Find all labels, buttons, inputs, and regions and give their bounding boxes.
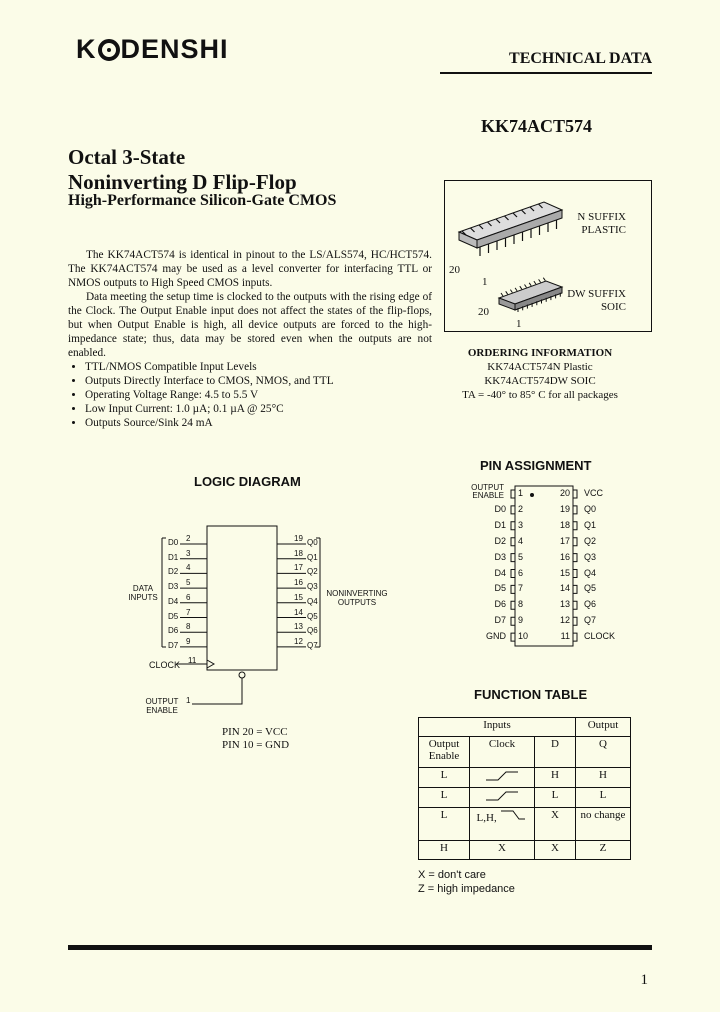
cell: H — [419, 841, 470, 860]
cell: L — [576, 788, 631, 808]
col-clock: Clock — [470, 737, 535, 768]
output-name: Q2 — [307, 567, 318, 577]
cell: no change — [576, 808, 631, 841]
left-pin-stub — [511, 490, 515, 498]
cell: L — [419, 788, 470, 808]
pin-number-left: 9 — [518, 615, 524, 626]
pin-number-left: 6 — [518, 567, 524, 578]
pin10-gnd: PIN 10 = GND — [222, 739, 290, 751]
function-table — [418, 717, 631, 860]
cell: X — [535, 808, 576, 841]
col-output-enable: Output Enable — [419, 737, 470, 768]
input-pin: 2 — [186, 534, 191, 543]
input-name: D5 — [168, 611, 179, 621]
output-name: Q1 — [307, 552, 318, 562]
power-pins — [222, 726, 289, 752]
cell-clock-lh: L,H, — [470, 808, 535, 841]
pin1-dot-icon — [530, 493, 534, 497]
input-pin: 9 — [186, 636, 191, 646]
output-pin: 16 — [294, 578, 303, 588]
pin-label-right: Q3 — [584, 551, 597, 562]
input-pin: 4 — [186, 563, 191, 573]
output-name: Q7 — [307, 640, 318, 650]
pin-label-left: D5 — [494, 583, 506, 594]
pin-label-left: D6 — [494, 599, 506, 610]
output-pin: 13 — [294, 622, 303, 632]
function-table-notes — [418, 868, 515, 896]
pin-label-left: OUTPUT ENABLE — [471, 483, 504, 500]
note-high-z: Z = high impedance — [418, 883, 515, 895]
output-name: Q4 — [307, 596, 318, 606]
pin-label-left: GND — [486, 631, 506, 642]
n-type: PLASTIC — [581, 224, 626, 236]
dw-suffix-label — [540, 288, 626, 314]
pin-number-right: 12 — [559, 615, 570, 626]
input-name: D4 — [168, 596, 179, 606]
clock-edge-icon — [207, 660, 214, 668]
pin-label-left: D7 — [494, 615, 506, 626]
ordering-line1: KK74ACT574N Plastic — [487, 361, 593, 373]
output-pin: 12 — [294, 636, 303, 646]
pin-label-left: D2 — [494, 535, 506, 546]
pin-label-right: Q5 — [584, 583, 597, 594]
pin-label-right: Q6 — [584, 599, 597, 610]
dw-type: SOIC — [600, 301, 626, 313]
right-pin-stub — [573, 506, 577, 514]
ordering-title: ORDERING INFORMATION — [467, 347, 613, 359]
data-inputs-label: DATA INPUTS — [128, 584, 158, 602]
pin-number-right: 13 — [559, 599, 570, 610]
pin-number-right: 18 — [559, 519, 570, 530]
outputs-label: NONINVERTING OUTPUTS — [326, 589, 388, 607]
input-name: D1 — [168, 552, 179, 562]
left-pin-stub — [511, 554, 515, 562]
oe-pin: 1 — [186, 696, 191, 705]
input-pin: 7 — [186, 607, 191, 617]
feature-item: • Outputs Directly Interface to CMOS, NMOS, and TTL — [85, 374, 432, 388]
ordering-line2: KK74ACT574DW SOIC — [484, 375, 596, 387]
right-pin-stub — [573, 522, 577, 530]
pin-number-right: 15 — [559, 567, 570, 578]
left-pin-stub — [511, 601, 515, 609]
description-para1: The KK74ACT574 is identical in pinout to the LS/ALS574, HC/HCT574. The KK74ACT574 may be used as a level converter for interfacing TTL or NMOS outputs to High Speed CMOS inputs. — [68, 249, 432, 289]
logic-diagram-title: LOGIC DIAGRAM — [194, 474, 301, 489]
pin-number-right: 11 — [560, 631, 570, 642]
output-pin: 18 — [294, 548, 303, 558]
pin-assignment-title: PIN ASSIGNMENT — [480, 458, 592, 473]
feature-item: • TTL/NMOS Compatible Input Levels — [85, 360, 432, 374]
cell: Z — [576, 841, 631, 860]
pin-number-left: 3 — [518, 519, 524, 530]
output-name: Q5 — [307, 611, 318, 621]
pin-label-right: Q1 — [584, 519, 597, 530]
title-block — [68, 145, 297, 195]
cell: H — [535, 768, 576, 788]
pin-label-right: Q2 — [584, 535, 597, 546]
kodenshi-logo: K DENSHI — [76, 34, 229, 64]
output-pin: 19 — [294, 534, 303, 543]
title-line1: Octal 3-State — [68, 145, 186, 169]
input-pin: 3 — [186, 548, 191, 558]
header-rule — [440, 72, 652, 74]
function-table-title: FUNCTION TABLE — [474, 687, 588, 702]
pin-number-right: 19 — [559, 503, 570, 514]
description-para2: Data meeting the setup time is clocked to the outputs with the rising edge of the Clock. The Output Enable input does not affect the states of the flip-flops, but when Output Enable is high, all device outputs are forced to the high-impedance state; thus, data may be stored even when the outputs are not enabled. — [68, 291, 432, 359]
pin-label-left: D3 — [494, 551, 506, 562]
input-name: D2 — [168, 567, 179, 577]
pin-label-left: D4 — [494, 567, 506, 578]
technical-data-label: TECHNICAL DATA — [509, 50, 652, 67]
right-pin-stub — [573, 490, 577, 498]
pin-number-left: 5 — [518, 551, 524, 562]
dip-pin20-label: 20 — [449, 264, 460, 276]
soic-pin1-label: 1 — [516, 318, 522, 330]
cell: L — [535, 788, 576, 808]
input-name: D6 — [168, 626, 179, 636]
right-pin-stub — [573, 570, 577, 578]
output-name: Q6 — [307, 626, 318, 636]
pin-number-left: 7 — [518, 583, 524, 594]
falling-edge-icon — [499, 809, 527, 821]
input-name: D0 — [168, 538, 179, 547]
right-pin-stub — [573, 601, 577, 609]
cell-clock-rising — [470, 768, 535, 788]
page-number: 1 — [640, 972, 648, 988]
right-pin-stub — [573, 585, 577, 593]
right-pin-stub — [573, 617, 577, 625]
cell: X — [470, 841, 535, 860]
cell: L — [419, 808, 470, 841]
input-pin: 5 — [186, 578, 191, 588]
subtitle: High-Performance Silicon-Gate CMOS — [68, 192, 337, 209]
right-pin-stub — [573, 554, 577, 562]
rising-edge-icon — [482, 789, 522, 803]
pin-number-right: 14 — [559, 583, 570, 594]
left-pin-stub — [511, 522, 515, 530]
pin20-vcc: PIN 20 = VCC — [222, 726, 288, 738]
ordering-information — [444, 346, 636, 402]
clock-pin: 11 — [188, 656, 197, 665]
input-pin: 6 — [186, 592, 191, 602]
part-number: KK74ACT574 — [480, 116, 592, 136]
pin-number-left: 8 — [518, 599, 524, 610]
pin-label-right: CLOCK — [584, 631, 616, 642]
left-pin-stub — [511, 633, 515, 641]
description — [68, 248, 432, 430]
output-pin: 17 — [294, 563, 303, 573]
pin-label-left: D0 — [494, 503, 506, 514]
soic-pin20-label: 20 — [478, 306, 489, 318]
logo-o-icon — [98, 39, 120, 61]
left-pin-stub — [511, 538, 515, 546]
clock-label: CLOCK — [149, 660, 181, 670]
cell: X — [535, 841, 576, 860]
n-suffix-label — [540, 211, 626, 237]
output-pin: 15 — [294, 592, 303, 602]
pin-label-right: VCC — [584, 488, 604, 498]
left-pin-stub — [511, 506, 515, 514]
oe-label: OUTPUT ENABLE — [145, 697, 179, 715]
input-name: D3 — [168, 582, 179, 592]
output-name: Q0 — [307, 538, 318, 547]
feature-item: • Operating Voltage Range: 4.5 to 5.5 V — [85, 388, 432, 402]
feature-item: • Low Input Current: 1.0 µA; 0.1 µA @ 25°C — [85, 402, 432, 416]
cell: H — [576, 768, 631, 788]
feature-list — [68, 360, 432, 430]
feature-item: • Outputs Source/Sink 24 mA — [85, 416, 432, 430]
flip-flop-block — [207, 526, 277, 670]
input-name: D7 — [168, 640, 179, 650]
oe-inversion-bubble — [239, 672, 245, 678]
pin-number-left: 4 — [518, 535, 524, 546]
left-pin-stub — [511, 570, 515, 578]
dw-suffix: DW SUFFIX — [567, 288, 626, 300]
pin-label-left: D1 — [494, 519, 506, 530]
pin-label-right: Q0 — [584, 503, 597, 514]
right-pin-stub — [573, 538, 577, 546]
cell: L — [419, 768, 470, 788]
logic-diagram — [120, 520, 410, 720]
pin-label-right: Q7 — [584, 615, 597, 626]
inputs-group-header: Inputs — [419, 718, 576, 737]
output-name: Q3 — [307, 582, 318, 592]
n-suffix: N SUFFIX — [577, 211, 626, 223]
pin-number-left: 2 — [518, 503, 524, 514]
pin-number-left: 10 — [518, 631, 529, 642]
cell-clock-rising — [470, 788, 535, 808]
left-pin-stub — [511, 617, 515, 625]
pin-number-right: 17 — [559, 535, 570, 546]
col-q: Q — [576, 737, 631, 768]
note-dont-care: X = don't care — [418, 869, 486, 881]
pin-number-right: 20 — [559, 488, 570, 498]
pin-number-left: 1 — [518, 488, 524, 498]
pin-number-right: 16 — [559, 551, 570, 562]
rising-edge-icon — [482, 769, 522, 783]
output-pin: 14 — [294, 607, 303, 617]
oe-line — [192, 678, 242, 704]
col-d: D — [535, 737, 576, 768]
ordering-line3: TA = -40° to 85° C for all packages — [462, 389, 618, 401]
output-group-header: Output — [576, 718, 631, 737]
left-pin-stub — [511, 585, 515, 593]
dip-pin1-label: 1 — [482, 276, 488, 288]
title-line2: Noninverting D Flip-Flop — [68, 170, 297, 194]
right-pin-stub — [573, 633, 577, 641]
pin-label-right: Q4 — [584, 567, 597, 578]
input-pin: 8 — [186, 622, 191, 632]
footer-rule — [68, 945, 652, 950]
pin-assignment-package — [505, 484, 585, 648]
